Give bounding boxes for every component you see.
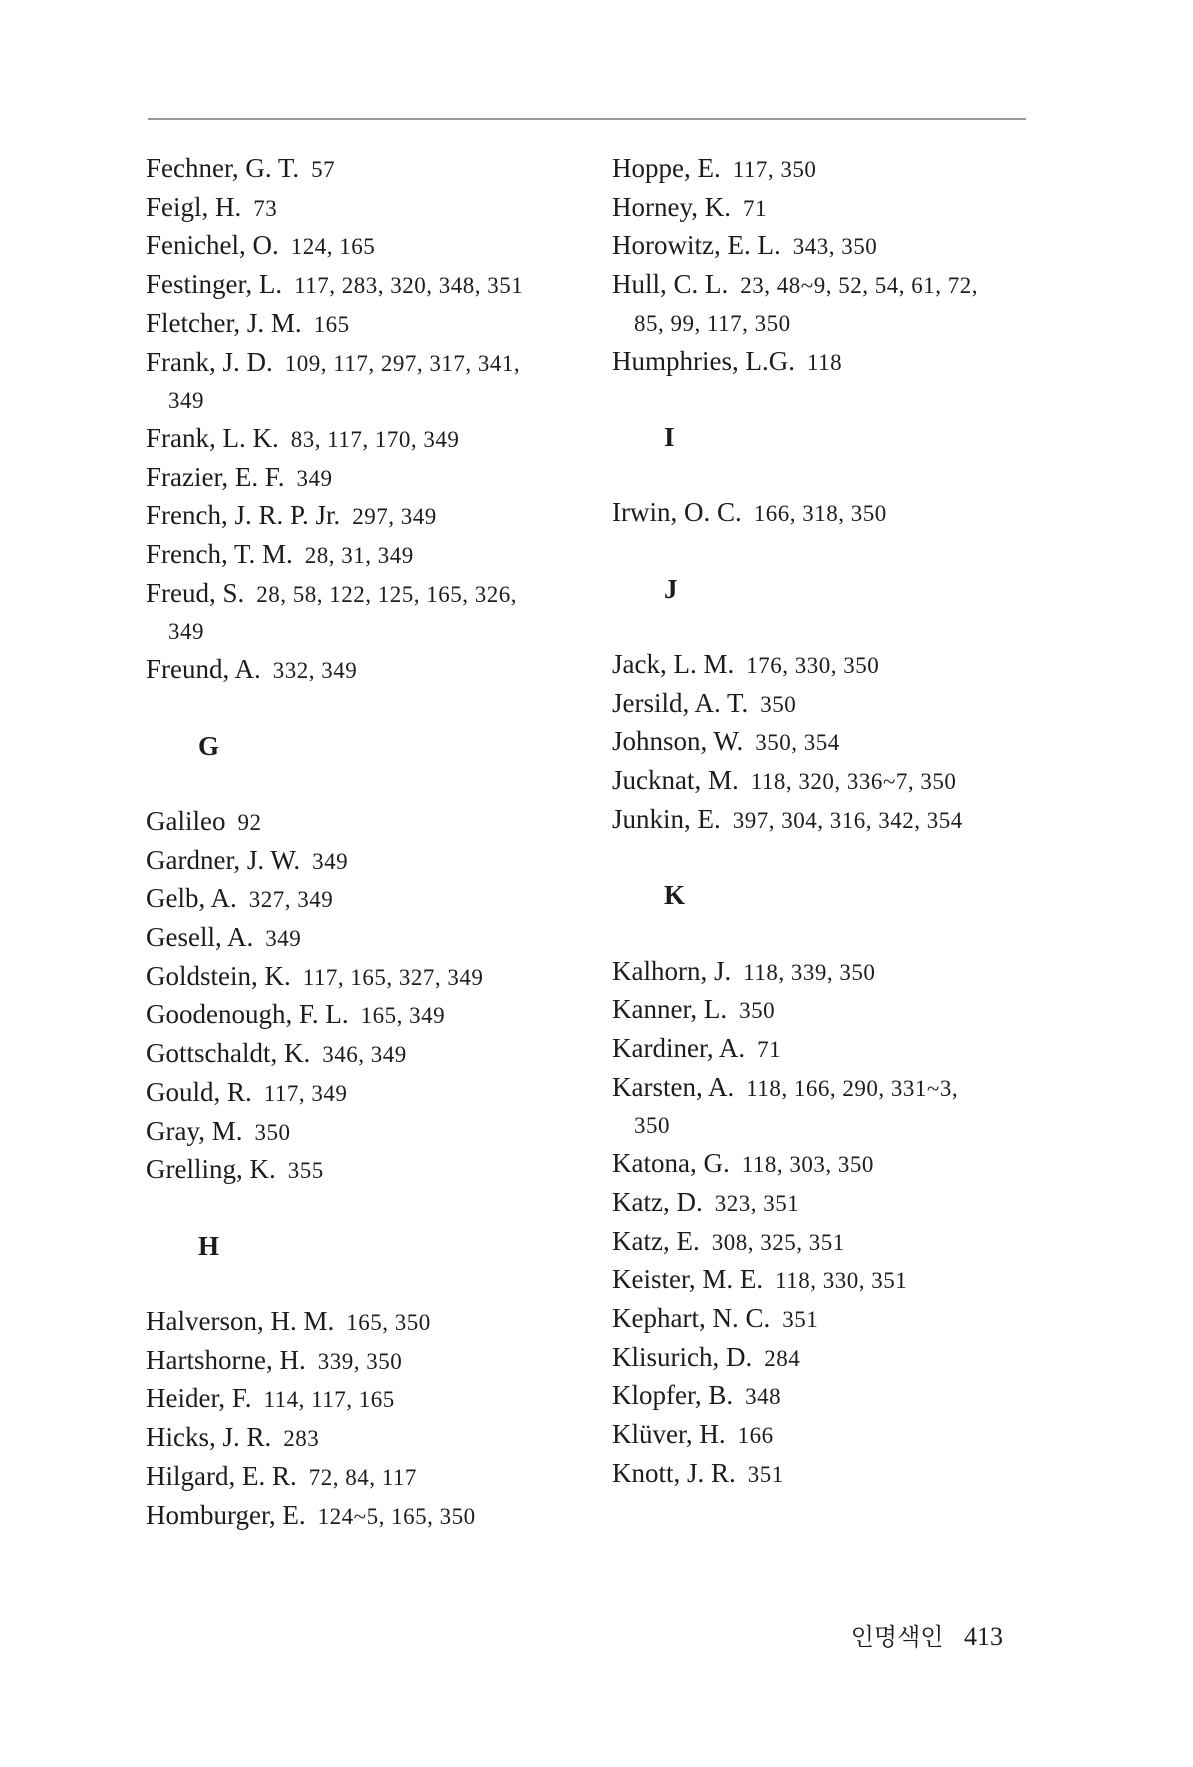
index-entry [612,646,1052,685]
entry-pages: 350, 354 [755,730,840,756]
index-entry [146,305,586,344]
section-heading-g: G [198,730,220,761]
entry-name: Karsten, A. [612,1071,735,1102]
entry-pages: 28, 58, 122, 125, 165, 326, [256,581,518,607]
entry-pages: 283 [283,1426,320,1452]
entry-pages: 346, 349 [322,1042,407,1068]
entry-name: Gelb, A. [146,883,237,914]
entry-name: Hull, C. L. [612,269,729,300]
entry-pages: 343, 350 [792,234,878,260]
entry-name: Kardiner, A. [612,1033,746,1064]
entry-name: Goodenough, F. L. [146,999,349,1030]
entry-pages: 23, 48~9, 52, 54, 61, 72, [740,273,978,299]
index-entry [146,266,586,305]
index-entry [146,1151,586,1190]
entry-pages: 118, 339, 350 [743,959,876,985]
index-entry [146,803,586,842]
entry-pages-continued: 349 [168,619,204,645]
entry-pages: 165, 349 [360,1003,446,1029]
entry-name: Gray, M. [146,1115,243,1146]
index-entry [146,1342,586,1381]
entry-name: Jersild, A. T. [612,687,749,718]
index-entry [612,1223,1052,1262]
entry-pages: 166, 318, 350 [753,501,887,527]
entry-name: Goldstein, K. [146,960,291,991]
entry-name: Hoppe, E. [612,153,721,183]
entry-pages: 28, 31, 349 [304,543,414,569]
index-entry [146,150,586,189]
entry-name: French, J. R. P. Jr. [146,500,341,531]
entry-pages: 117, 283, 320, 348, 351 [294,273,524,299]
entry-pages: 83, 117, 170, 349 [290,426,460,452]
index-entry [612,189,1052,228]
entry-name: Knott, J. R. [612,1457,736,1488]
entry-pages: 349 [296,465,333,491]
entry-pages: 339, 350 [317,1348,403,1374]
entry-pages: 350 [254,1119,291,1145]
entry-pages: 323, 351 [714,1190,800,1216]
entry-name: Fenichel, O. [146,230,279,261]
entry-name: Fechner, G. T. [146,153,300,183]
section-heading-h: H [198,1230,220,1261]
entry-pages: 297, 349 [352,504,437,530]
entry-pages: 118, 320, 336~7, 350 [750,769,957,795]
entry-name: Klüver, H. [612,1419,726,1450]
entry-pages: 117, 165, 327, 349 [302,964,484,990]
entry-name: Kalhorn, J. [612,955,732,986]
index-entry [612,991,1052,1030]
entry-pages: 92 [237,809,262,835]
entry-name: Festinger, L. [146,269,283,300]
index-entry [146,536,586,575]
entry-pages: 349 [312,848,349,874]
group-h-continued [612,150,1052,381]
entry-name: Jucknat, M. [612,765,739,796]
index-entry [146,1497,586,1536]
index-entry [612,1416,1052,1455]
entry-name: Hilgard, E. R. [146,1460,297,1491]
entry-pages: 118, 330, 351 [775,1268,908,1294]
entry-pages: 165, 350 [346,1310,431,1336]
index-entry [146,842,586,881]
entry-pages: 351 [782,1307,819,1332]
index-entry [146,651,586,690]
entry-pages: 349 [265,926,302,952]
entry-pages: 397, 304, 316, 342, 354 [732,807,963,833]
entry-name: Galileo [146,805,226,836]
entry-pages: 124~5, 165, 350 [317,1503,476,1529]
entry-name: Junkin, E. [612,803,721,834]
entry-pages: 284 [764,1345,801,1371]
entry-name: Hartshorne, H. [146,1344,306,1375]
index-entry [612,1377,1052,1416]
entry-pages: 308, 325, 351 [711,1229,845,1255]
entry-name: Katona, G. [612,1148,730,1179]
index-entry [612,1184,1052,1223]
entry-name: Kephart, N. C. [612,1303,771,1333]
index-entry [612,1145,1052,1184]
entry-name: Klisurich, D. [612,1341,753,1372]
entry-name: Horney, K. [612,191,731,222]
entry-pages: 57 [311,157,336,182]
entry-name: Jack, L. M. [612,649,735,680]
index-entry [146,958,586,997]
right-column [612,150,1052,1494]
left-column [146,150,586,1535]
entry-name: Frank, L. K. [146,422,279,453]
entry-name: Freund, A. [146,654,261,685]
entry-pages: 71 [742,195,767,221]
entry-pages: 114, 117, 165 [263,1387,395,1413]
entry-pages: 355 [287,1158,324,1184]
entry-name: Hicks, J. R. [146,1422,272,1453]
index-entry [612,953,1052,992]
index-entry [146,189,586,228]
entry-name: Frank, J. D. [146,346,273,377]
entry-name: Johnson, W. [612,726,744,757]
index-entry [146,919,586,958]
entry-name: Irwin, O. C. [612,497,742,528]
entry-pages: 348 [745,1384,782,1410]
entry-pages: 332, 349 [272,658,358,684]
entry-name: French, T. M. [146,539,293,570]
index-entry [612,801,1052,840]
index-entry [612,227,1052,266]
index-entry [612,1455,1052,1494]
index-entry [612,1030,1052,1069]
index-entry [612,723,1052,762]
page-number: 413 [964,1622,1003,1651]
entry-name: Feigl, H. [146,191,242,222]
entry-pages-continued: 85, 99, 117, 350 [634,310,791,336]
entry-pages: 124, 165 [290,234,376,260]
section-heading-i: I [664,421,675,452]
index-entry [612,494,1052,533]
index-entry [146,1074,586,1113]
entry-name: Halverson, H. M. [146,1306,335,1337]
entry-name: Heider, F. [146,1383,252,1414]
entry-name: Gould, R. [146,1076,252,1107]
index-entry [612,1339,1052,1378]
entry-name: Horowitz, E. L. [612,230,781,261]
index-entry [612,343,1052,382]
entry-pages-continued: 350 [634,1113,670,1139]
entry-name: Grelling, K. [146,1154,276,1185]
entry-pages: 350 [760,691,797,717]
entry-name: Katz, D. [612,1186,703,1217]
index-entry [146,420,586,459]
entry-pages: 72, 84, 117 [308,1464,417,1490]
index-entry [612,150,1052,189]
index-entry [146,1458,586,1497]
entry-pages-continued: 349 [168,388,204,414]
entry-pages: 71 [757,1037,782,1063]
entry-name: Fletcher, J. M. [146,307,302,338]
entry-name: Freud, S. [146,577,245,608]
index-entry [146,880,586,919]
group-i [612,494,1052,533]
entry-pages: 118, 303, 350 [741,1152,874,1178]
entry-name: Humphries, L.G. [612,345,795,376]
entry-name: Klopfer, B. [612,1380,734,1411]
index-entry [146,459,586,498]
group-j [612,646,1052,840]
index-entry [612,1069,1052,1145]
entry-pages: 176, 330, 350 [746,653,880,679]
index-entry [612,762,1052,801]
entry-name: Keister, M. E. [612,1264,764,1295]
index-entry [146,227,586,266]
index-entry [612,1300,1052,1339]
index-entry [146,996,586,1035]
index-entry [612,1261,1052,1300]
entry-pages: 73 [253,195,278,221]
entry-pages: 117, 349 [263,1080,348,1106]
group-k [612,953,1052,1494]
index-entry [146,1113,586,1152]
index-entry [146,497,586,536]
index-entry [612,685,1052,724]
footer-label: 인명색인 [850,1623,944,1651]
index-entry [146,344,586,420]
entry-pages: 327, 349 [248,887,334,913]
section-heading-k: K [664,880,686,911]
group-f [146,150,586,690]
group-g [146,803,586,1190]
section-heading-j: J [664,573,678,604]
entry-name: Homburger, E. [146,1499,306,1530]
group-h [146,1303,586,1535]
entry-pages: 350 [739,998,776,1024]
entry-pages: 351 [747,1461,784,1487]
entry-name: Frazier, E. F. [146,461,285,492]
entry-name: Gottschaldt, K. [146,1038,311,1069]
page-footer [851,1617,1003,1652]
index-entry [146,575,586,651]
entry-pages: 109, 117, 297, 317, 341, [284,350,521,376]
index-entry [146,1035,586,1074]
index-entry [146,1380,586,1419]
entry-pages: 118, 166, 290, 331~3, [746,1075,959,1101]
index-entry [146,1419,586,1458]
entry-pages: 166 [737,1423,774,1449]
entry-name: Kanner, L. [612,994,728,1025]
entry-pages: 118 [806,349,843,375]
entry-name: Gardner, J. W. [146,844,301,875]
entry-name: Katz, E. [612,1225,700,1256]
entry-pages: 117, 350 [732,157,817,182]
entry-pages: 165 [313,311,350,337]
index-entry [146,1303,586,1342]
header-rule [148,118,1026,120]
index-entry [612,266,1052,342]
entry-name: Gesell, A. [146,922,254,953]
